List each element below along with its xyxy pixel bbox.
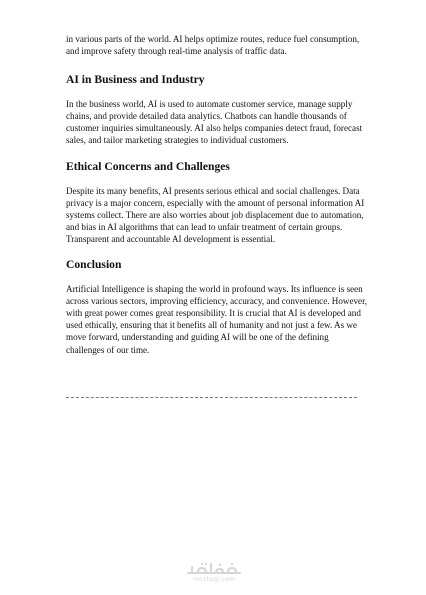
section-heading-conclusion: Conclusion <box>66 258 122 272</box>
intro-paragraph: in various parts of the world. AI helps optimize routes, reduce fuel consumption, and improve safety through real-time analysis of traffic data. <box>66 34 360 57</box>
section-paragraph-ethics: Despite its many benefits, AI presents serious ethical and social challenges. Data privacy is a major concern, especially with the amount of personal information AI systems collect. There are also worries about job displacement due to automation, and bias in AI algorithms that can lead to unfair treatment of certain groups. Transparent and accountable AI development is essential. <box>66 185 365 244</box>
section-business <box>66 73 368 146</box>
section-heading-business: AI in Business and Industry <box>66 73 205 87</box>
section-paragraph-conclusion: Artificial Intelligence is shaping the world in profound ways. Its influence is seen across various sectors, improving efficiency, accuracy, and convenience. However, with great power comes great responsibility. It is crucial that AI is developed and used ethically, ensuring that it benefits all of humanity and not just a few. As we move forward, understanding and guiding AI will be one of the defining challenges of our time. <box>66 284 368 355</box>
document-content <box>66 33 368 369</box>
watermark-url: mostaql.com <box>192 576 236 583</box>
section-heading-ethics: Ethical Concerns and Challenges <box>66 159 230 173</box>
dashed-divider <box>66 397 357 398</box>
section-conclusion <box>66 258 368 356</box>
watermark-logo <box>184 560 244 586</box>
section-paragraph-business: In the business world, AI is used to automate customer service, manage supply chains, and provide detailed data analytics. Chatbots can handle thousands of customer inquiries simultaneously. AI also helps companies detect fraud, forecast sales, and tailor marketing strategies to individual customers. <box>66 99 363 146</box>
section-ethics <box>66 160 368 245</box>
